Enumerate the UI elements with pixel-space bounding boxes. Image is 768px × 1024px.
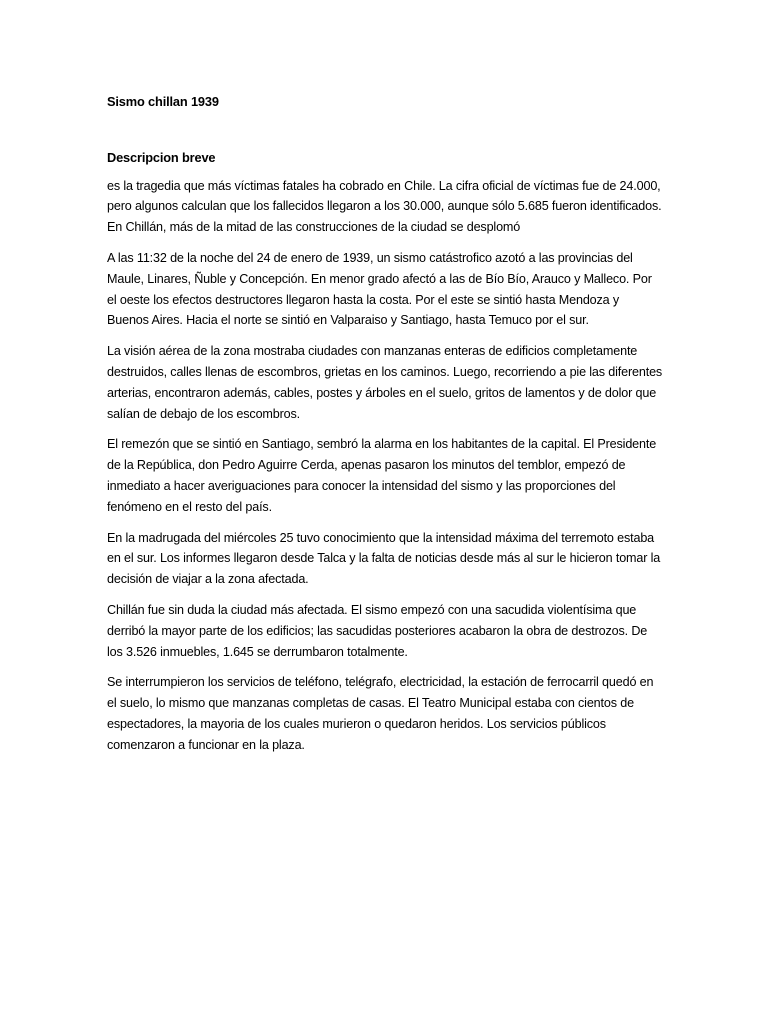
paragraph-1: es la tragedia que más víctimas fatales ha cobrado en Chile. La cifra oficial de víctimas fue de 24.000, pero algunos calculan que los fallecidos llegaron a los 30.000, aunque sólo 5.685 fueron identificados. En Chillán, más de la mitad de las construcciones de la ciudad se desplomó: [107, 178, 662, 235]
paragraph-6: Chillán fue sin duda la ciudad más afectada. El sismo empezó con una sacudida violentísima que derribó la mayor parte de los edificios; las sacudidas posteriores acabaron la obra de destrozos. De los 3.526 inmuebles, 1.645 se derrumbaron totalmente.: [107, 602, 648, 659]
paragraph-4: El remezón que se sintió en Santiago, sembró la alarma en los habitantes de la capital. El Presidente de la República, don Pedro Aguirre Cerda, apenas pasaron los minutos del temblor, empezó de inmediato a hacer averiguaciones para conocer la intensidad del sismo y las proporciones del fenómeno en el resto del país.: [107, 437, 657, 514]
section-heading: Descripcion breve: [107, 149, 216, 165]
paragraph-2: A las 11:32 de la noche del 24 de enero de 1939, un sismo catástrofico azotó a las provincias del Maule, Linares, Ñuble y Concepción. En menor grado afectó a las de Bío Bío, Arauco y Malleco. Por el oeste los efectos destructores llegaron hasta la costa. Por el este se sintió hasta Mendoza y Buenos Aires. Hacia el norte se sintió en Valparaiso y Santiago, hasta Temuco por el sur.: [107, 250, 652, 328]
document-body: [107, 92, 663, 766]
paragraph-3: La visión aérea de la zona mostraba ciudades con manzanas enteras de edificios completamente destruidos, calles llenas de escombros, grietas en los caminos. Luego, recorriendo a pie las diferentes arterias, encontraron además, cables, postes y árboles en el suelo, gritos de lamentos y de dolor que salían de debajo de los escombros.: [107, 344, 663, 421]
paragraph-7: Se interrumpieron los servicios de teléfono, telégrafo, electricidad, la estación de ferrocarril quedó en el suelo, lo mismo que manzanas completas de casas. El Teatro Municipal estaba con cientos de espectadores, la mayoria de los cuales murieron o quedaron heridos. Los servicios públicos comenzaron a funcionar en la plaza.: [107, 675, 654, 752]
document-title: Sismo chillan 1939: [107, 94, 219, 109]
paragraph-5: En la madrugada del miércoles 25 tuvo conocimiento que la intensidad máxima del terremoto estaba en el sur. Los informes llegaron desde Talca y la falta de noticias desde más al sur le hicieron tomar la decisión de viajar a la zona afectada.: [107, 530, 661, 587]
